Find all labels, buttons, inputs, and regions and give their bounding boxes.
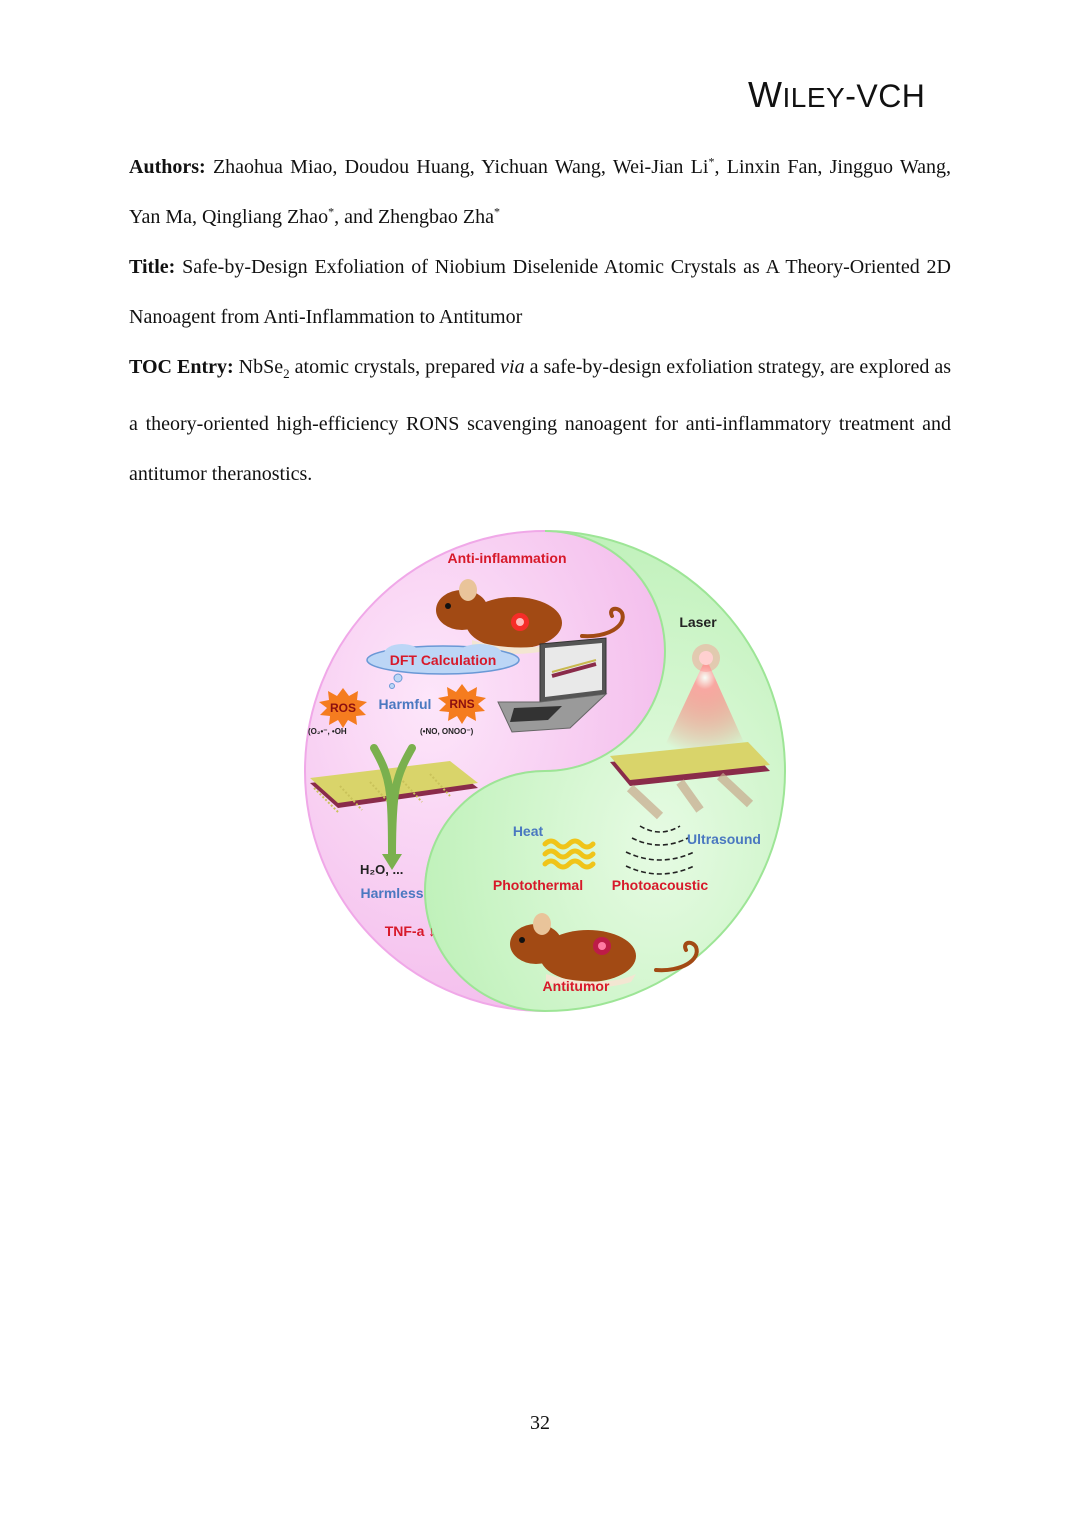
corresponding-star-3: *	[494, 204, 501, 219]
ros-species-label: (O₂•⁻, •OH	[308, 727, 347, 736]
toc-subscript: 2	[283, 366, 290, 381]
authors-names-2: , Linxin Fan, Jingguo Wang, Yan Ma, Qingliang Zhao	[129, 156, 951, 228]
page-number: 32	[530, 1412, 550, 1434]
rns-species-label: (•NO, ONOO⁻)	[420, 727, 474, 736]
rns-label: RNS	[449, 697, 475, 711]
toc-figure	[300, 526, 790, 1016]
tnf-label: TNF-a ↓	[384, 923, 436, 939]
corresponding-star-2: *	[328, 204, 335, 219]
harmful-label: Harmful	[378, 696, 432, 712]
photoacoustic-label: Photoacoustic	[611, 877, 709, 893]
publisher-name: ILEY	[782, 82, 846, 113]
authors-names-1: Zhaohua Miao, Doudou Huang, Yichuan Wang, Wei-Jian Li	[205, 156, 709, 178]
authors-names-3: , and Zhengbao Zha	[334, 206, 495, 228]
ros-label: ROS	[329, 701, 357, 715]
anti-inflammation-label: Anti-inflammation	[447, 550, 567, 566]
toc-text-1: atomic crystals, prepared	[289, 356, 501, 378]
harmless-label: Harmless	[360, 885, 424, 901]
publisher-initial: W	[748, 74, 783, 115]
heat-label: Heat	[512, 823, 544, 839]
water-label: H₂O, ...	[360, 862, 404, 877]
antitumor-label: Antitumor	[542, 978, 610, 994]
title-text: Safe-by-Design Exfoliation of Niobium Diselenide Atomic Crystals as A Theory-Oriented 2D Nanoagent from Anti-Inflammation to Antitumor	[129, 256, 951, 328]
title-paragraph	[129, 242, 951, 342]
toc-compound: NbSe	[233, 356, 284, 378]
ultrasound-label: Ultrasound	[687, 831, 761, 847]
toc-text-2: a safe-by-design exfoliation strategy, are explored as a theory-oriented high-efficiency RONS scavenging nanoagent for anti-inflammatory treatment and antitumor theranostics.	[129, 356, 952, 485]
toc-paragraph	[129, 342, 951, 499]
authors-label: Authors:	[129, 156, 206, 178]
front-matter	[129, 142, 951, 499]
toc-via: via	[500, 356, 525, 378]
publisher-logo	[748, 74, 925, 116]
dft-label: DFT Calculation	[389, 652, 497, 668]
title-label: Title:	[129, 256, 176, 278]
photothermal-label: Photothermal	[492, 877, 584, 893]
authors-paragraph	[129, 142, 951, 242]
toc-label: TOC Entry:	[129, 356, 234, 378]
corresponding-star-1: *	[708, 154, 715, 169]
laser-label: Laser	[679, 614, 717, 630]
publisher-suffix: -VCH	[845, 78, 926, 114]
